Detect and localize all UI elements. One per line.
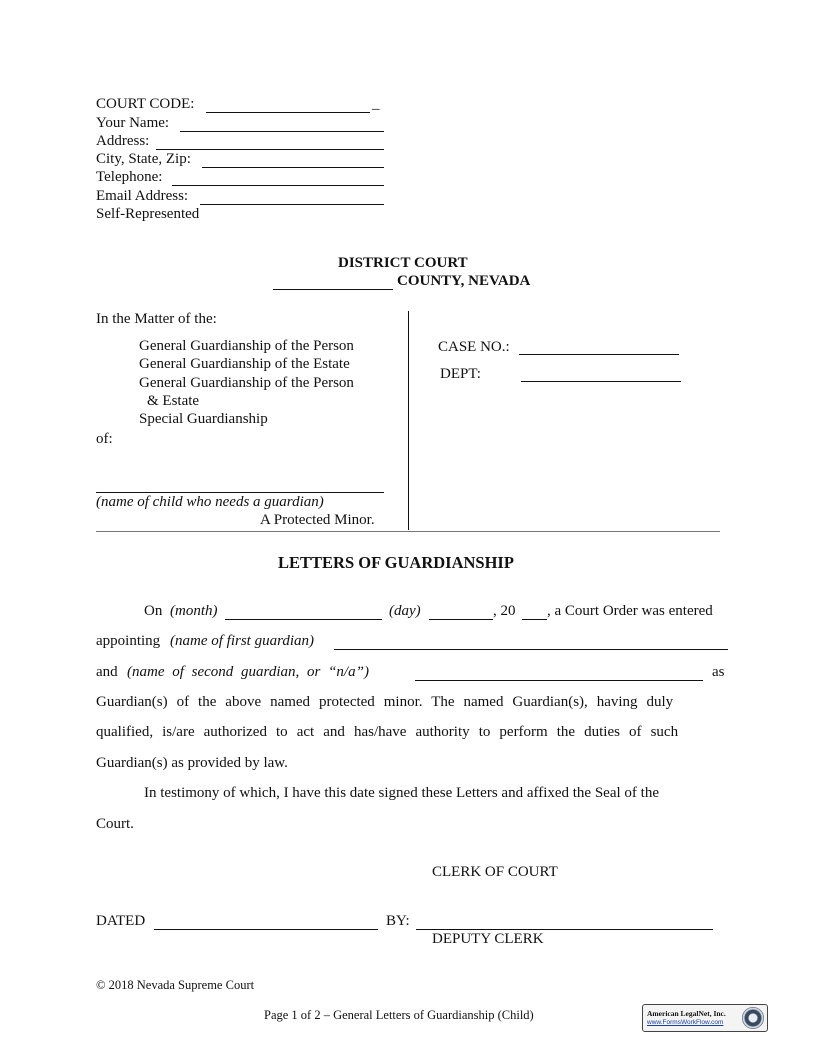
city-state-zip-label: City, State, Zip: <box>96 151 191 167</box>
of-label: of: <box>96 431 113 447</box>
caption-divider-vertical <box>408 311 409 530</box>
county-field[interactable] <box>273 289 393 290</box>
option-guardianship-estate[interactable]: General Guardianship of the Estate <box>139 356 350 372</box>
deputy-clerk-label: DEPUTY CLERK <box>432 931 544 947</box>
telephone-field[interactable] <box>172 185 384 186</box>
americanlegalnet-logo[interactable] <box>642 1004 768 1032</box>
second-guardian-hint: (name of second guardian, or “n/a”) <box>127 664 369 680</box>
testimony-line-1: In testimony of which, I have this date signed these Letters and affixed the Seal of the <box>144 785 659 801</box>
testimony-line-2: Court. <box>96 816 134 832</box>
child-name-hint: (name of child who needs a guardian) <box>96 494 324 510</box>
appointing-label: appointing <box>96 633 161 649</box>
clerk-of-court-label: CLERK OF COURT <box>432 864 558 880</box>
court-code-field[interactable] <box>206 112 370 113</box>
caption-divider-horizontal <box>96 531 720 532</box>
option-guardianship-person-estate-cont: & Estate <box>147 393 200 409</box>
year-field[interactable] <box>522 619 547 620</box>
logo-disc-icon <box>742 1007 764 1029</box>
copyright-text: © 2018 Nevada Supreme Court <box>96 978 255 992</box>
on-label: On <box>144 603 163 619</box>
option-special-guardianship[interactable]: Special Guardianship <box>139 411 268 427</box>
telephone-label: Telephone: <box>96 169 163 185</box>
protected-minor-label: A Protected Minor. <box>260 512 375 528</box>
option-guardianship-person-estate[interactable]: General Guardianship of the Person <box>139 375 354 391</box>
page-label: Page 1 of 2 – General Letters of Guardianship (Child) <box>264 1008 534 1022</box>
dated-field[interactable] <box>154 929 378 930</box>
dated-label: DATED <box>96 913 146 929</box>
day-hint: (day) <box>389 603 421 619</box>
month-field[interactable] <box>225 619 382 620</box>
court-code-label: COURT CODE: <box>96 96 195 112</box>
second-guardian-field[interactable] <box>415 680 703 681</box>
document-title: LETTERS OF GUARDIANSHIP <box>278 553 514 572</box>
email-field[interactable] <box>200 204 384 205</box>
address-label: Address: <box>96 133 150 149</box>
body-line-5: qualified, is/are authorized to act and has/have authority to perform the duties of such <box>96 724 679 740</box>
deputy-clerk-signature-field[interactable] <box>416 929 713 930</box>
as-label: as <box>712 664 725 680</box>
city-state-zip-field[interactable] <box>202 167 384 168</box>
first-guardian-hint: (name of first guardian) <box>170 633 315 649</box>
dept-field[interactable] <box>521 381 681 382</box>
court-code-suffix: _ <box>372 96 380 112</box>
and-label: and <box>96 664 118 680</box>
body-line-6: Guardian(s) as provided by law. <box>96 755 288 771</box>
day-field[interactable] <box>429 619 493 620</box>
court-title: DISTRICT COURT <box>338 255 468 271</box>
option-guardianship-person[interactable]: General Guardianship of the Person <box>139 338 354 354</box>
your-name-label: Your Name: <box>96 115 170 131</box>
in-matter-label: In the Matter of the: <box>96 311 217 327</box>
first-guardian-field[interactable] <box>334 649 728 650</box>
email-label: Email Address: <box>96 188 189 204</box>
child-name-field[interactable] <box>96 492 384 493</box>
case-no-field[interactable] <box>519 354 679 355</box>
body-line-4: Guardian(s) of the above named protected minor. The named Guardian(s), having duly <box>96 694 674 710</box>
address-field[interactable] <box>156 149 384 150</box>
court-order-text: , a Court Order was entered <box>547 603 713 619</box>
logo-url[interactable]: www.FormsWorkFlow.com <box>647 1019 724 1026</box>
dept-label: DEPT: <box>440 366 481 382</box>
self-represented-label: Self-Represented <box>96 206 200 222</box>
by-label: BY: <box>386 913 410 929</box>
logo-company-name: American LegalNet, Inc. <box>647 1009 726 1018</box>
month-hint: (month) <box>170 603 218 619</box>
your-name-field[interactable] <box>180 131 384 132</box>
county-label: COUNTY, NEVADA <box>397 273 531 289</box>
year-prefix: , 20 <box>493 603 516 619</box>
case-no-label: CASE NO.: <box>438 339 510 355</box>
